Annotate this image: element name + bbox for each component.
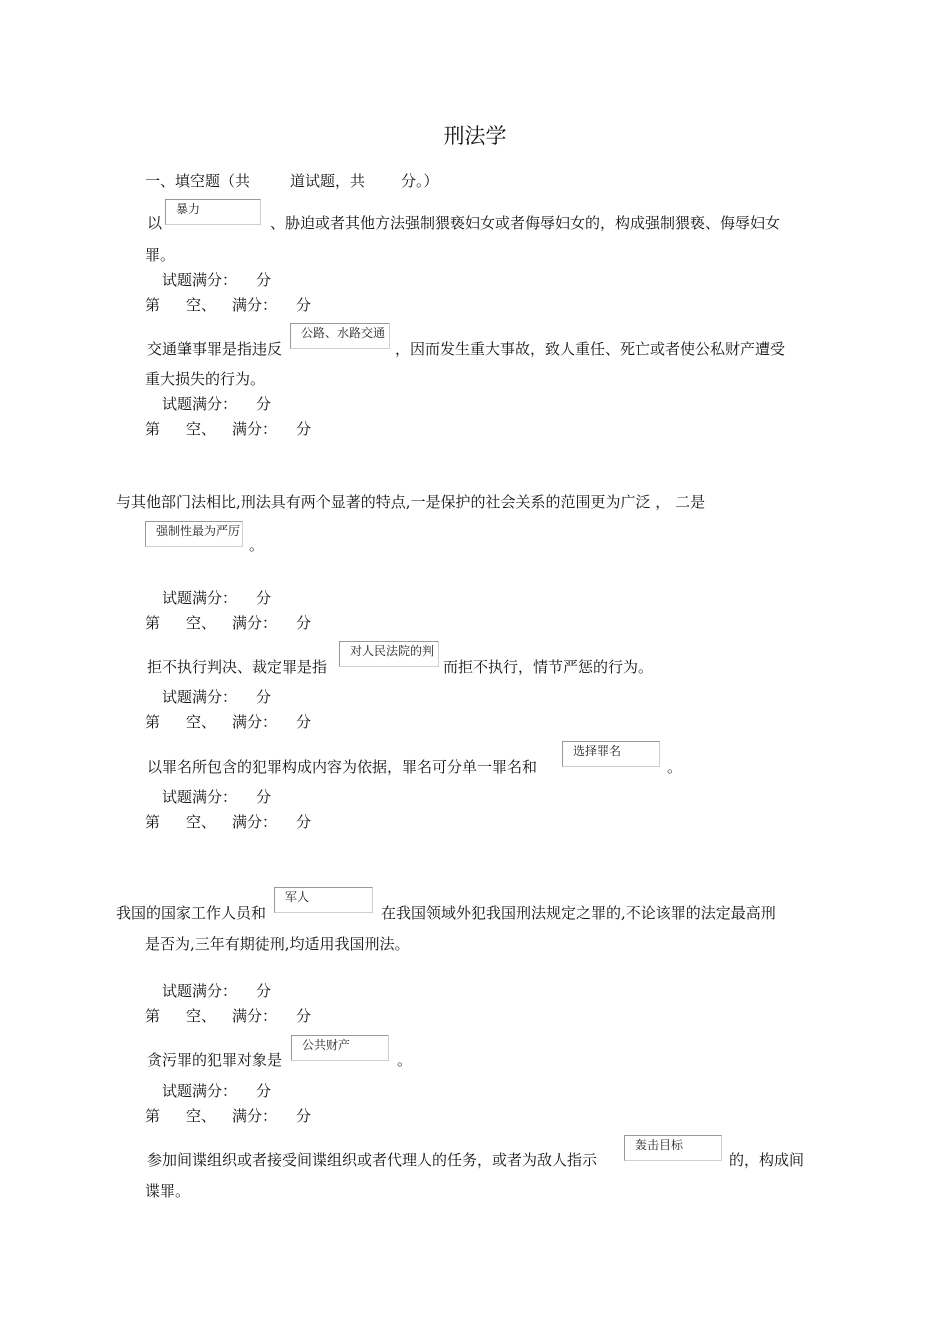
blank-unit: 分 [296, 713, 312, 731]
question-text-line2: 谍罪。 [145, 1182, 191, 1200]
blank-unit: 分 [296, 1007, 312, 1025]
section-heading-part2: 道试题，共 [290, 172, 366, 190]
score-unit: 分 [256, 788, 272, 806]
answer-field[interactable]: 选择罪名 [562, 741, 660, 767]
blank-full: 满分： [232, 296, 278, 314]
question-text-after: 而拒不执行，情节严惩的行为。 [443, 658, 654, 676]
question-text-after: 、胁迫或者其他方法强制猥亵妇女或者侮辱妇女的，构成强制猥亵、侮辱妇女 [270, 214, 781, 232]
question-text-before: 参加间谍组织或者接受间谍组织或者代理人的任务，或者为敌人指示 [147, 1151, 598, 1169]
score-unit: 分 [256, 688, 272, 706]
score-label: 试题满分： [162, 982, 238, 1000]
score-label: 试题满分： [162, 271, 238, 289]
blank-di: 第 [145, 713, 161, 731]
blank-full: 满分： [232, 614, 278, 632]
question-text-before: 贪污罪的犯罪对象是 [147, 1051, 283, 1069]
score-unit: 分 [256, 589, 272, 607]
blank-di: 第 [145, 614, 161, 632]
question-text-before: 以罪名所包含的犯罪构成内容为依据，罪名可分单一罪名和 [147, 758, 538, 776]
score-unit: 分 [256, 395, 272, 413]
blank-unit: 分 [296, 420, 312, 438]
answer-field[interactable]: 公路、水路交通 [290, 323, 390, 349]
blank-di: 第 [145, 420, 161, 438]
question-text-before: 我国的国家工作人员和 [116, 904, 267, 922]
score-unit: 分 [256, 271, 272, 289]
blank-full: 满分： [232, 1007, 278, 1025]
blank-di: 第 [145, 1107, 161, 1125]
score-label: 试题满分： [162, 1082, 238, 1100]
page-title: 刑法学 [443, 124, 507, 148]
blank-kong: 空、 [186, 614, 217, 632]
score-unit: 分 [256, 1082, 272, 1100]
blank-di: 第 [145, 296, 161, 314]
question-text-after: 的，构成间 [729, 1151, 805, 1169]
score-label: 试题满分： [162, 589, 238, 607]
blank-full: 满分： [232, 1107, 278, 1125]
blank-kong: 空、 [186, 420, 217, 438]
blank-unit: 分 [296, 614, 312, 632]
blank-unit: 分 [296, 1107, 312, 1125]
answer-field[interactable]: 暴力 [165, 199, 261, 225]
blank-di: 第 [145, 813, 161, 831]
blank-full: 满分： [232, 420, 278, 438]
score-label: 试题满分： [162, 788, 238, 806]
blank-kong: 空、 [186, 296, 217, 314]
question-text-before: 以 [147, 214, 163, 232]
section-heading-part3: 分。） [401, 172, 439, 190]
score-label: 试题满分： [162, 688, 238, 706]
question-text-before: 拒不执行判决、裁定罪是指 [147, 658, 328, 676]
blank-full: 满分： [232, 813, 278, 831]
answer-field[interactable]: 公共财产 [291, 1035, 389, 1061]
score-label: 试题满分： [162, 395, 238, 413]
question-text-before: 与其他部门法相比,刑法具有两个显著的特点,一是保护的社会关系的范围更为广泛 ， 二是 [116, 493, 706, 511]
blank-kong: 空、 [186, 813, 217, 831]
question-text-after: 。 [249, 536, 265, 554]
blank-unit: 分 [296, 813, 312, 831]
question-text-line2: 罪。 [145, 246, 176, 264]
answer-field[interactable]: 对人民法院的判 [339, 641, 439, 667]
question-text-before: 交通肇事罪是指违反 [147, 340, 283, 358]
blank-full: 满分： [232, 713, 278, 731]
answer-field[interactable]: 军人 [274, 887, 373, 913]
question-text-after: 。 [397, 1051, 413, 1069]
score-unit: 分 [256, 982, 272, 1000]
answer-field[interactable]: 轰击目标 [624, 1135, 722, 1161]
blank-kong: 空、 [186, 1107, 217, 1125]
question-text-after: ，因而发生重大事故，致人重任、死亡或者使公私财产遭受 [395, 340, 786, 358]
section-heading-part1: 一、填空题（共 [145, 172, 251, 190]
answer-field[interactable]: 强制性最为严厉 [145, 521, 243, 547]
question-text-line2: 重大损失的行为。 [145, 370, 266, 388]
blank-kong: 空、 [186, 713, 217, 731]
question-text-line2: 是否为,三年有期徒刑,均适用我国刑法。 [145, 935, 410, 953]
blank-di: 第 [145, 1007, 161, 1025]
blank-kong: 空、 [186, 1007, 217, 1025]
question-text-after: 在我国领域外犯我国刑法规定之罪的,不论该罪的法定最高刑 [381, 904, 776, 922]
question-text-after: 。 [667, 758, 683, 776]
blank-unit: 分 [296, 296, 312, 314]
